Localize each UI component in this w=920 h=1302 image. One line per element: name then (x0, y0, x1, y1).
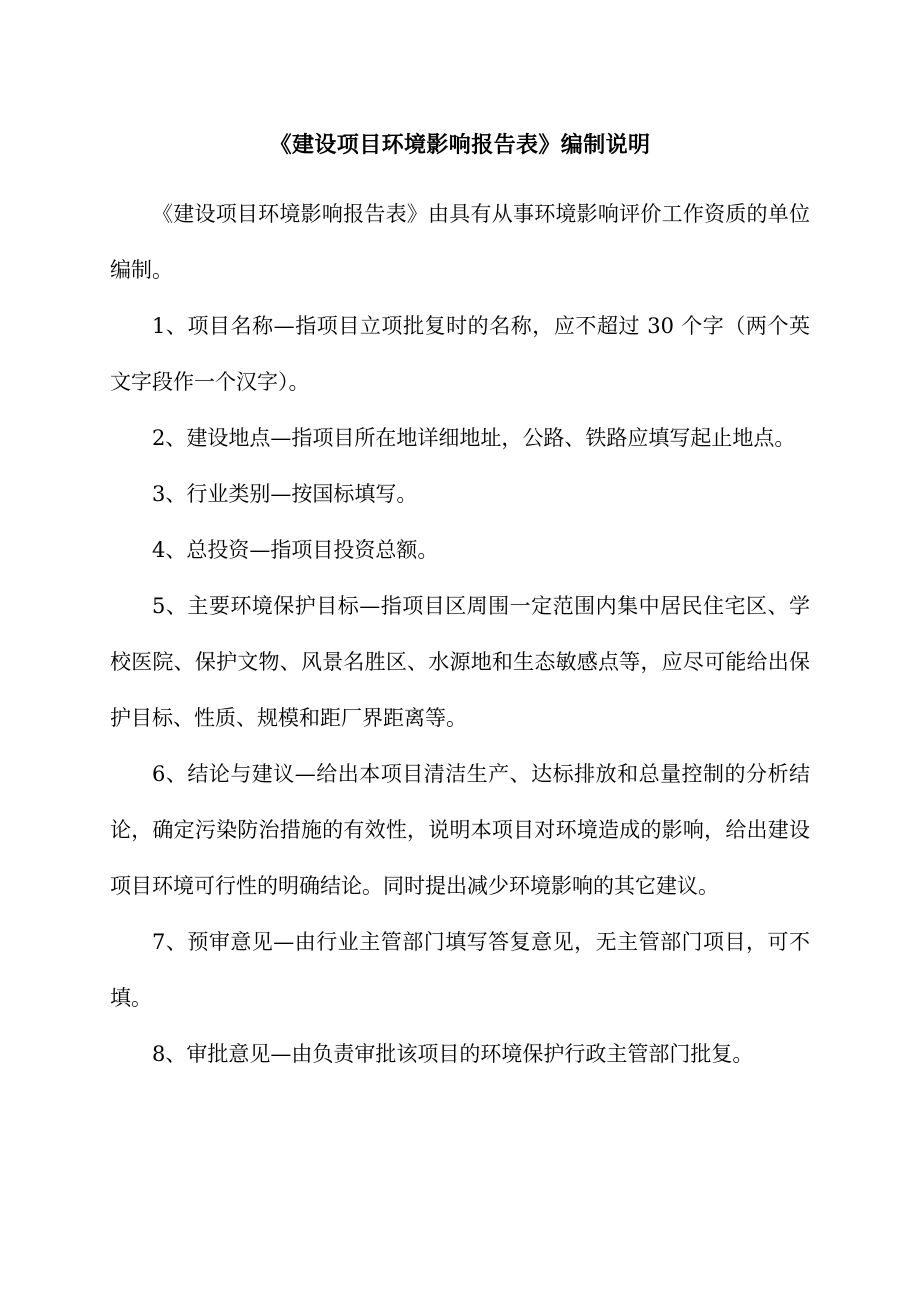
paragraph-intro: 《建设项目环境影响报告表》由具有从事环境影响评价工作资质的单位编制。 (110, 202, 810, 282)
page-title: 《建设项目环境影响报告表》编制说明 (269, 132, 651, 158)
paragraph-item-8: 8、审批意见—由负责审批该项目的环境保护行政主管部门批复。 (152, 1042, 754, 1066)
paragraph-item-1: 1、项目名称—指项目立项批复时的名称，应不超过 30 个字（两个英文字段作一个汉字）。 (110, 314, 810, 394)
paragraph-item-7: 7、预审意见—由行业主管部门填写答复意见，无主管部门项目，可不填。 (110, 930, 810, 1010)
paragraph-item-5: 5、主要环境保护目标—指项目区周围一定范围内集中居民住宅区、学校医院、保护文物、风景名胜区、水源地和生态敏感点等，应尽可能给出保护目标、性质、规模和距厂界距离等。 (110, 594, 810, 730)
paragraph-item-2: 2、建设地点—指项目所在地详细地址，公路、铁路应填写起止地点。 (152, 426, 796, 450)
paragraph-stack (110, 186, 810, 1082)
paragraph-item-4: 4、总投资—指项目投资总额。 (152, 538, 439, 562)
paragraph-item-6: 6、结论与建议—给出本项目清洁生产、达标排放和总量控制的分析结论，确定污染防治措施的有效性，说明本项目对环境造成的影响，给出建设项目环境可行性的明确结论。同时提出减少环境影响的其它建议。 (110, 762, 810, 898)
paragraph-item-3: 3、行业类别—按国标填写。 (152, 482, 418, 506)
